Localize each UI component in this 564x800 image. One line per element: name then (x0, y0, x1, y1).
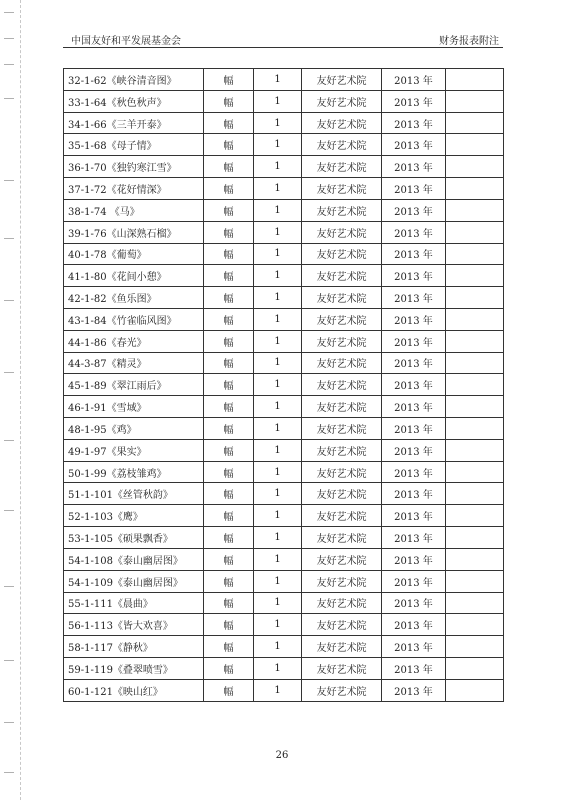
source-cell: 友好艺术院 (302, 199, 382, 221)
note-cell (446, 614, 504, 636)
source-cell: 友好艺术院 (302, 374, 382, 396)
binding-mark (4, 98, 14, 99)
table-row (64, 636, 504, 658)
unit-cell: 幅 (204, 221, 254, 243)
note-cell (446, 330, 504, 352)
binding-mark (4, 12, 14, 13)
quantity-cell: 1 (254, 679, 302, 701)
year-cell: 2013 年 (382, 439, 446, 461)
table-row (64, 265, 504, 287)
table-row (64, 90, 504, 112)
binding-mark (4, 722, 14, 723)
unit-cell: 幅 (204, 570, 254, 592)
source-cell: 友好艺术院 (302, 352, 382, 374)
table-row (64, 112, 504, 134)
year-cell: 2013 年 (382, 418, 446, 440)
year-cell: 2013 年 (382, 592, 446, 614)
quantity-cell: 1 (254, 178, 302, 200)
table-row (64, 505, 504, 527)
artwork-name-cell: 55-1-111《晨曲》 (64, 592, 204, 614)
table-row (64, 69, 504, 91)
note-cell (446, 461, 504, 483)
artwork-name-cell: 49-1-97《果实》 (64, 439, 204, 461)
unit-cell: 幅 (204, 308, 254, 330)
section-title: 财务报表附注 (439, 36, 499, 47)
artwork-name-cell: 54-1-108《泰山幽居图》 (64, 548, 204, 570)
unit-cell: 幅 (204, 527, 254, 549)
artwork-name-cell: 41-1-80《花间小憩》 (64, 265, 204, 287)
artwork-name-cell: 54-1-109《泰山幽居图》 (64, 570, 204, 592)
unit-cell: 幅 (204, 112, 254, 134)
unit-cell: 幅 (204, 178, 254, 200)
page-header (63, 29, 503, 48)
unit-cell: 幅 (204, 679, 254, 701)
table-row (64, 374, 504, 396)
note-cell (446, 308, 504, 330)
note-cell (446, 156, 504, 178)
note-cell (446, 287, 504, 309)
year-cell: 2013 年 (382, 548, 446, 570)
year-cell: 2013 年 (382, 178, 446, 200)
binding-mark (4, 586, 14, 587)
unit-cell: 幅 (204, 330, 254, 352)
quantity-cell: 1 (254, 352, 302, 374)
artwork-name-cell: 46-1-91《雪域》 (64, 396, 204, 418)
year-cell: 2013 年 (382, 69, 446, 91)
source-cell: 友好艺术院 (302, 461, 382, 483)
unit-cell: 幅 (204, 636, 254, 658)
artwork-name-cell: 33-1-64《秋色秋声》 (64, 90, 204, 112)
artwork-name-cell: 38-1-74 《马》 (64, 199, 204, 221)
year-cell: 2013 年 (382, 265, 446, 287)
binding-mark (4, 38, 14, 39)
note-cell (446, 221, 504, 243)
unit-cell: 幅 (204, 90, 254, 112)
table-row (64, 527, 504, 549)
artwork-name-cell: 48-1-95《鸡》 (64, 418, 204, 440)
source-cell: 友好艺术院 (302, 69, 382, 91)
source-cell: 友好艺术院 (302, 614, 382, 636)
binding-mark (4, 238, 14, 239)
year-cell: 2013 年 (382, 636, 446, 658)
year-cell: 2013 年 (382, 527, 446, 549)
note-cell (446, 374, 504, 396)
year-cell: 2013 年 (382, 287, 446, 309)
artwork-name-cell: 40-1-78《葡萄》 (64, 243, 204, 265)
quantity-cell: 1 (254, 287, 302, 309)
note-cell (446, 178, 504, 200)
year-cell: 2013 年 (382, 461, 446, 483)
note-cell (446, 418, 504, 440)
quantity-cell: 1 (254, 505, 302, 527)
note-cell (446, 69, 504, 91)
year-cell: 2013 年 (382, 221, 446, 243)
quantity-cell: 1 (254, 90, 302, 112)
binding-mark (4, 180, 14, 181)
source-cell: 友好艺术院 (302, 439, 382, 461)
year-cell: 2013 年 (382, 308, 446, 330)
artwork-name-cell: 34-1-66《三羊开泰》 (64, 112, 204, 134)
artwork-name-cell: 56-1-113《皆大欢喜》 (64, 614, 204, 636)
note-cell (446, 679, 504, 701)
artwork-name-cell: 37-1-72《花好情深》 (64, 178, 204, 200)
table-row (64, 352, 504, 374)
unit-cell: 幅 (204, 418, 254, 440)
note-cell (446, 199, 504, 221)
unit-cell: 幅 (204, 483, 254, 505)
artwork-name-cell: 59-1-119《叠翠喷雪》 (64, 657, 204, 679)
note-cell (446, 505, 504, 527)
source-cell: 友好艺术院 (302, 636, 382, 658)
quantity-cell: 1 (254, 592, 302, 614)
note-cell (446, 592, 504, 614)
year-cell: 2013 年 (382, 134, 446, 156)
artwork-name-cell: 51-1-101《丝管秋韵》 (64, 483, 204, 505)
unit-cell: 幅 (204, 548, 254, 570)
artwork-name-cell: 43-1-84《竹雀临风图》 (64, 308, 204, 330)
year-cell: 2013 年 (382, 657, 446, 679)
quantity-cell: 1 (254, 548, 302, 570)
table-row (64, 199, 504, 221)
quantity-cell: 1 (254, 374, 302, 396)
table-row (64, 483, 504, 505)
binding-mark (4, 300, 14, 301)
year-cell: 2013 年 (382, 570, 446, 592)
year-cell: 2013 年 (382, 614, 446, 636)
quantity-cell: 1 (254, 112, 302, 134)
artwork-name-cell: 52-1-103《鹰》 (64, 505, 204, 527)
binding-mark (4, 440, 14, 441)
table-row (64, 592, 504, 614)
year-cell: 2013 年 (382, 396, 446, 418)
source-cell: 友好艺术院 (302, 592, 382, 614)
source-cell: 友好艺术院 (302, 483, 382, 505)
table-row (64, 156, 504, 178)
quantity-cell: 1 (254, 461, 302, 483)
note-cell (446, 527, 504, 549)
unit-cell: 幅 (204, 396, 254, 418)
quantity-cell: 1 (254, 308, 302, 330)
unit-cell: 幅 (204, 614, 254, 636)
table-row (64, 178, 504, 200)
source-cell: 友好艺术院 (302, 679, 382, 701)
organization-name: 中国友好和平发展基金会 (71, 36, 181, 47)
source-cell: 友好艺术院 (302, 265, 382, 287)
note-cell (446, 112, 504, 134)
binding-mark (4, 64, 14, 65)
year-cell: 2013 年 (382, 505, 446, 527)
table-row (64, 548, 504, 570)
year-cell: 2013 年 (382, 483, 446, 505)
note-cell (446, 90, 504, 112)
unit-cell: 幅 (204, 156, 254, 178)
quantity-cell: 1 (254, 657, 302, 679)
table-row (64, 396, 504, 418)
unit-cell: 幅 (204, 243, 254, 265)
artwork-name-cell: 32-1-62《峡谷清音图》 (64, 69, 204, 91)
source-cell: 友好艺术院 (302, 548, 382, 570)
note-cell (446, 483, 504, 505)
year-cell: 2013 年 (382, 112, 446, 134)
artwork-name-cell: 58-1-117《静秋》 (64, 636, 204, 658)
unit-cell: 幅 (204, 374, 254, 396)
source-cell: 友好艺术院 (302, 90, 382, 112)
source-cell: 友好艺术院 (302, 178, 382, 200)
asset-table (63, 68, 504, 702)
quantity-cell: 1 (254, 69, 302, 91)
binding-mark (4, 510, 14, 511)
artwork-name-cell: 35-1-68《母子情》 (64, 134, 204, 156)
quantity-cell: 1 (254, 221, 302, 243)
table-row (64, 330, 504, 352)
source-cell: 友好艺术院 (302, 570, 382, 592)
note-cell (446, 396, 504, 418)
table-row (64, 679, 504, 701)
quantity-cell: 1 (254, 636, 302, 658)
source-cell: 友好艺术院 (302, 527, 382, 549)
quantity-cell: 1 (254, 570, 302, 592)
binding-margin (0, 0, 21, 800)
note-cell (446, 636, 504, 658)
note-cell (446, 265, 504, 287)
quantity-cell: 1 (254, 418, 302, 440)
year-cell: 2013 年 (382, 374, 446, 396)
note-cell (446, 243, 504, 265)
source-cell: 友好艺术院 (302, 156, 382, 178)
quantity-cell: 1 (254, 134, 302, 156)
quantity-cell: 1 (254, 614, 302, 636)
year-cell: 2013 年 (382, 199, 446, 221)
asset-table-body (64, 69, 504, 702)
artwork-name-cell: 44-1-86《春光》 (64, 330, 204, 352)
artwork-name-cell: 39-1-76《山深熟石榴》 (64, 221, 204, 243)
unit-cell: 幅 (204, 287, 254, 309)
artwork-name-cell: 36-1-70《独钓寒江雪》 (64, 156, 204, 178)
unit-cell: 幅 (204, 134, 254, 156)
note-cell (446, 548, 504, 570)
source-cell: 友好艺术院 (302, 657, 382, 679)
quantity-cell: 1 (254, 330, 302, 352)
source-cell: 友好艺术院 (302, 505, 382, 527)
year-cell: 2013 年 (382, 679, 446, 701)
binding-mark (4, 372, 14, 373)
table-row (64, 134, 504, 156)
quantity-cell: 1 (254, 396, 302, 418)
quantity-cell: 1 (254, 483, 302, 505)
table-row (64, 614, 504, 636)
table-row (64, 439, 504, 461)
binding-mark (4, 660, 14, 661)
artwork-name-cell: 50-1-99《荔枝雏鸡》 (64, 461, 204, 483)
artwork-name-cell: 44-3-87《精灵》 (64, 352, 204, 374)
table-row (64, 243, 504, 265)
unit-cell: 幅 (204, 265, 254, 287)
quantity-cell: 1 (254, 439, 302, 461)
note-cell (446, 134, 504, 156)
year-cell: 2013 年 (382, 330, 446, 352)
artwork-name-cell: 45-1-89《翠江雨后》 (64, 374, 204, 396)
year-cell: 2013 年 (382, 352, 446, 374)
quantity-cell: 1 (254, 156, 302, 178)
unit-cell: 幅 (204, 69, 254, 91)
table-row (64, 287, 504, 309)
quantity-cell: 1 (254, 243, 302, 265)
binding-mark (4, 772, 14, 773)
table-row (64, 418, 504, 440)
unit-cell: 幅 (204, 657, 254, 679)
quantity-cell: 1 (254, 199, 302, 221)
year-cell: 2013 年 (382, 90, 446, 112)
unit-cell: 幅 (204, 505, 254, 527)
source-cell: 友好艺术院 (302, 330, 382, 352)
note-cell (446, 657, 504, 679)
table-row (64, 221, 504, 243)
quantity-cell: 1 (254, 527, 302, 549)
source-cell: 友好艺术院 (302, 396, 382, 418)
note-cell (446, 439, 504, 461)
year-cell: 2013 年 (382, 156, 446, 178)
year-cell: 2013 年 (382, 243, 446, 265)
artwork-name-cell: 60-1-121《映山红》 (64, 679, 204, 701)
unit-cell: 幅 (204, 199, 254, 221)
note-cell (446, 352, 504, 374)
table-row (64, 308, 504, 330)
source-cell: 友好艺术院 (302, 134, 382, 156)
unit-cell: 幅 (204, 461, 254, 483)
source-cell: 友好艺术院 (302, 418, 382, 440)
table-row (64, 461, 504, 483)
source-cell: 友好艺术院 (302, 308, 382, 330)
note-cell (446, 570, 504, 592)
source-cell: 友好艺术院 (302, 112, 382, 134)
source-cell: 友好艺术院 (302, 221, 382, 243)
source-cell: 友好艺术院 (302, 243, 382, 265)
artwork-name-cell: 42-1-82《鱼乐图》 (64, 287, 204, 309)
artwork-name-cell: 53-1-105《硕果飘香》 (64, 527, 204, 549)
unit-cell: 幅 (204, 439, 254, 461)
source-cell: 友好艺术院 (302, 287, 382, 309)
unit-cell: 幅 (204, 592, 254, 614)
quantity-cell: 1 (254, 265, 302, 287)
page-number: 26 (275, 750, 289, 761)
table-row (64, 657, 504, 679)
table-row (64, 570, 504, 592)
unit-cell: 幅 (204, 352, 254, 374)
